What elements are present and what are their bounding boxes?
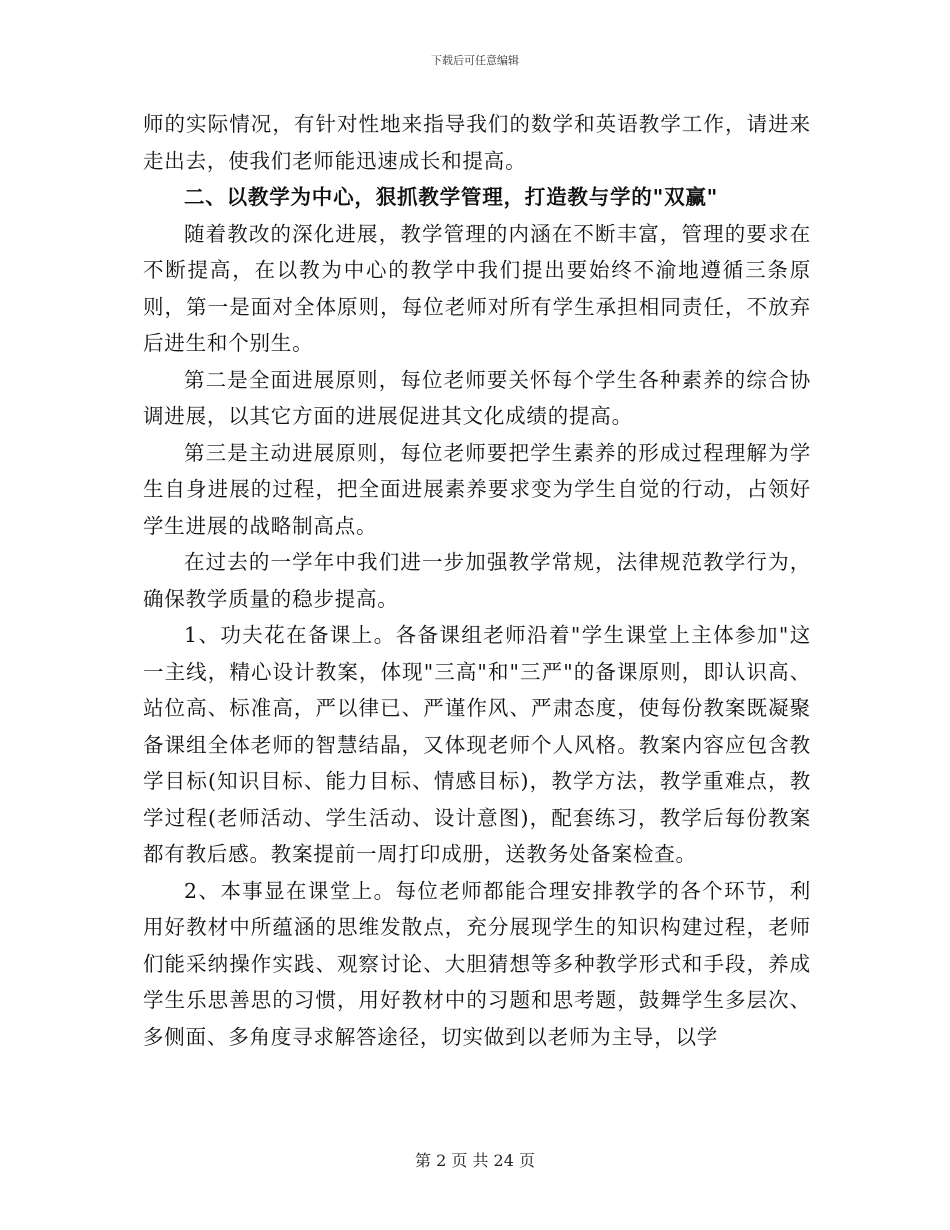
- section-heading: 二、以教学为中心，狠抓教学管理，打造教与学的"双赢": [184, 185, 719, 209]
- paragraph: 第二是全面进展原则，每位老师要关怀每个学生各种素养的综合协调进展，以其它方面的进展促进其文化成绩的提高。: [143, 367, 811, 428]
- header-note: 下载后可任意编辑: [431, 54, 519, 67]
- paragraph: 2、本事显在课堂上。每位老师都能合理安排教学的各个环节，利用好教材中所蕴涵的思维发散点，充分展现学生的知识构建过程，老师们能采纳操作实践、观察讨论、大胆猜想等多种教学形式和手段，养成学生乐思善思的习惯，用好教材中的习题和思考题，鼓舞学生多层次、多侧面、多角度寻求解答途径，切实做到以老师为主导，以学: [143, 878, 811, 1049]
- paragraph: 随着教改的深化进展，教学管理的内涵在不断丰富，管理的要求在不断提高，在以教为中心的教学中我们提出要始终不渝地遵循三条原则，第一是面对全体原则，每位老师对所有学生承担相同责任，不放弃后进生和个别生。: [143, 221, 811, 355]
- paragraph: 在过去的一学年中我们进一步加强教学常规，法律规范教学行为，确保教学质量的稳步提高。: [143, 550, 811, 611]
- document-body: [143, 106, 811, 1055]
- paragraph-continuation: 师的实际情况，有针对性地来指导我们的数学和英语教学工作，请进来走出去，使我们老师能迅速成长和提高。: [143, 112, 811, 173]
- paragraph: 第三是主动进展原则，每位老师要把学生素养的形成过程理解为学生自身进展的过程，把全面进展素养要求变为学生自觉的行动，占领好学生进展的战略制高点。: [143, 440, 811, 538]
- page-number: 第 2 页 共 24 页: [415, 1151, 535, 1170]
- paragraph: 1、功夫花在备课上。各备课组老师沿着"学生课堂上主体参加"这一主线，精心设计教案，体现"三高"和"三严"的备课原则，即认识高、站位高、标准高，严以律已、严谨作风、严肃态度，使每份教案既凝聚备课组全体老师的智慧结晶，又体现老师个人风格。教案内容应包含教学目标(知识目标、能力目标、情感目标)，教学方法，教学重难点，教学过程(老师活动、学生活动、设计意图)，配套练习，教学后每份教案都有教后感。教案提前一周打印成册，送教务处备案检查。: [143, 623, 811, 866]
